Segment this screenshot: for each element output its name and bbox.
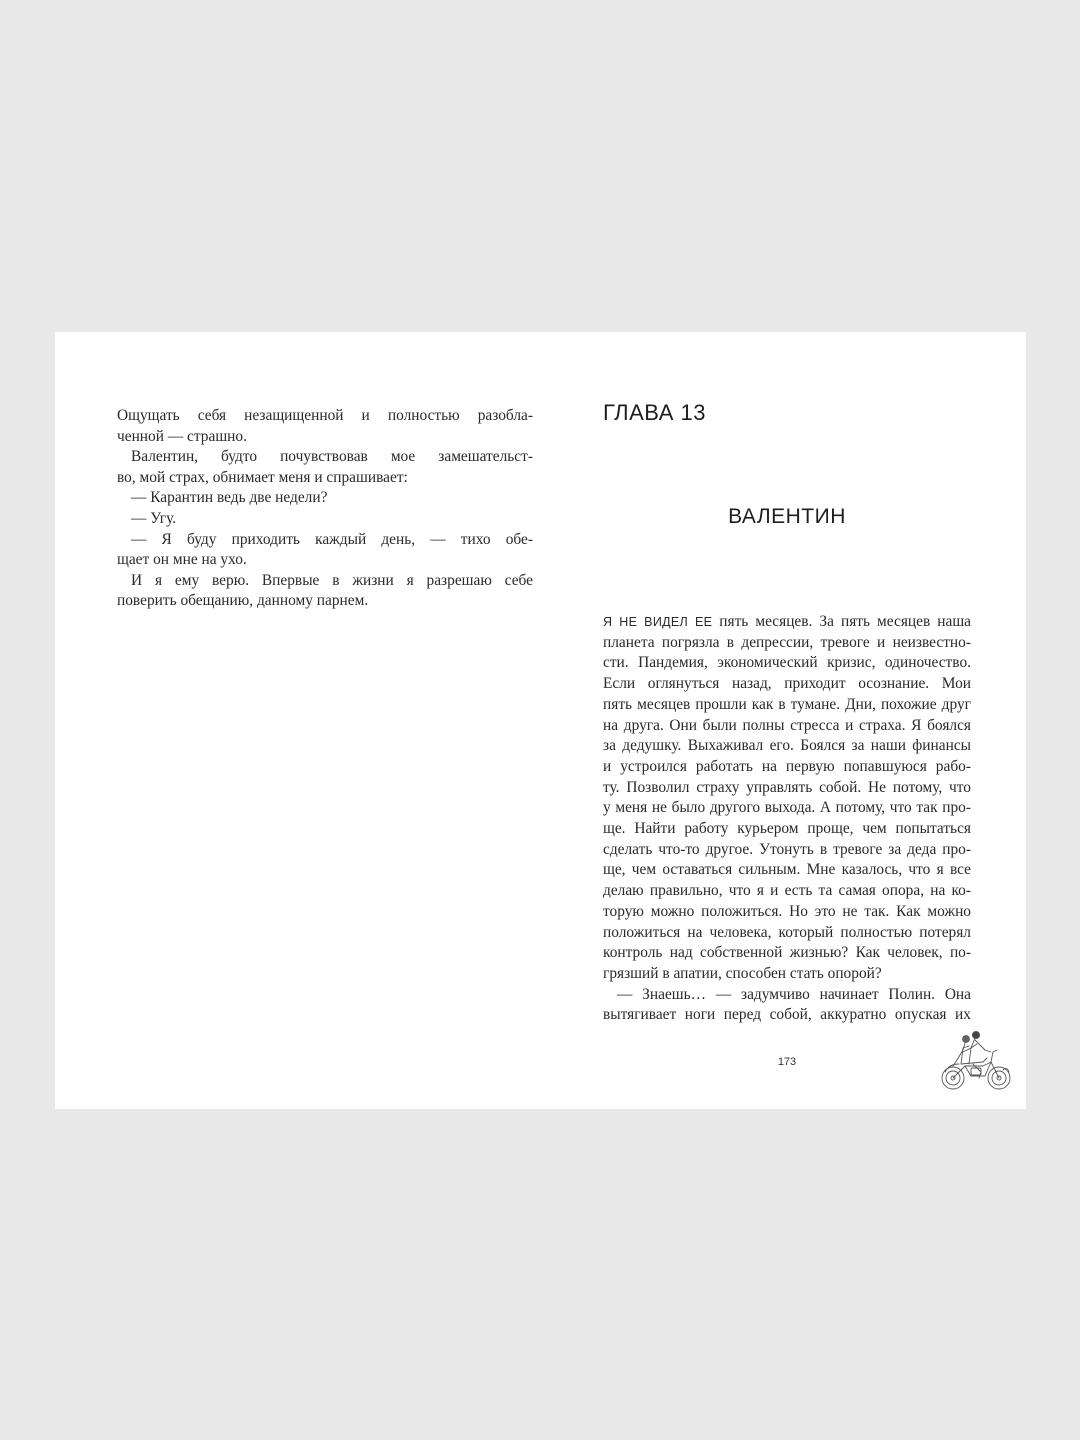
right-line-17: контроль над собственной жизнью? Как человек, по- bbox=[603, 944, 971, 962]
left-line-8: щает он мне на ухо. bbox=[117, 551, 247, 569]
left-page bbox=[117, 406, 533, 612]
right-line-1 bbox=[603, 612, 971, 633]
right-line-15: торую можно положиться. Но это не так. Как можно bbox=[603, 902, 971, 920]
first-line-rest: пять месяцев. За пять месяцев наша bbox=[712, 613, 971, 630]
left-line-1: Ощущать себя незащищенной и полностью разобла- bbox=[117, 407, 533, 424]
right-page bbox=[603, 332, 971, 1109]
chapter-body bbox=[603, 612, 971, 1026]
right-line-10: у меня не было другого выхода. А потому, что так про- bbox=[603, 799, 971, 817]
right-line-14: делаю правильно, что я и есть та самая опора, на ко- bbox=[603, 882, 971, 900]
right-line-11: ще. Найти работу курьером проще, чем попытаться bbox=[603, 820, 971, 838]
chapter-name: ВАЛЕНТИН bbox=[728, 505, 846, 528]
right-line-3: сти. Пандемия, экономический кризис, одиночество. bbox=[603, 654, 971, 672]
right-line-4: Если оглянуться назад, приходит осознание. Мои bbox=[603, 675, 971, 693]
right-line-18: грязший в апатии, способен стать опорой? bbox=[603, 964, 882, 982]
left-line-7: — Я буду приходить каждый день, — тихо обе- bbox=[131, 530, 533, 548]
right-line-2: планета погрязла в депрессии, тревоге и неизвестно- bbox=[603, 633, 971, 651]
right-line-12: сделать что-то другое. Утонуть в тревоге за деда про- bbox=[603, 840, 971, 858]
book-spread bbox=[55, 332, 1026, 1109]
lead-caps: Я НЕ ВИДЕЛ ЕЕ bbox=[603, 615, 713, 629]
right-line-9: ту. Позволил страху управлять собой. Не потому, что bbox=[603, 778, 971, 796]
left-line-4: во, мой страх, обнимает меня и спрашивает: bbox=[117, 468, 408, 486]
right-line-7: за дедушку. Выхаживал его. Боялся за наши финансы bbox=[603, 737, 971, 755]
left-line-5: — Карантин ведь две недели? bbox=[131, 489, 328, 507]
left-line-6: — Угу. bbox=[131, 509, 177, 527]
left-line-10: поверить обещанию, данному парнем. bbox=[117, 592, 369, 610]
right-line-5: пять месяцев прошли как в тумане. Дни, похожие друг bbox=[603, 695, 971, 713]
right-line-20: вытягивает ноги перед собой, аккуратно опуская их bbox=[603, 1006, 971, 1024]
motorcycle-illustration-icon bbox=[939, 1026, 1013, 1094]
right-line-13: ще, чем оставаться сильным. Мне казалось, что я все bbox=[603, 861, 971, 879]
chapter-title: ГЛАВА 13 bbox=[603, 400, 706, 425]
right-line-6: на друга. Они были полны стресса и страха. Я боялся bbox=[603, 716, 971, 734]
right-line-8: и устроился работать на первую попавшуюся рабо- bbox=[603, 757, 971, 775]
left-line-9: И я ему верю. Впервые в жизни я разрешаю себе bbox=[131, 571, 533, 589]
left-line-2: ченной — страшно. bbox=[117, 427, 247, 445]
page-number: 173 bbox=[777, 1056, 797, 1068]
left-line-3: Валентин, будто почувствовав мое замешательст- bbox=[131, 448, 533, 466]
right-line-16: положиться на человека, который полностью потерял bbox=[603, 923, 971, 941]
right-line-19: — Знаешь… — задумчиво начинает Полин. Она bbox=[617, 985, 971, 1003]
